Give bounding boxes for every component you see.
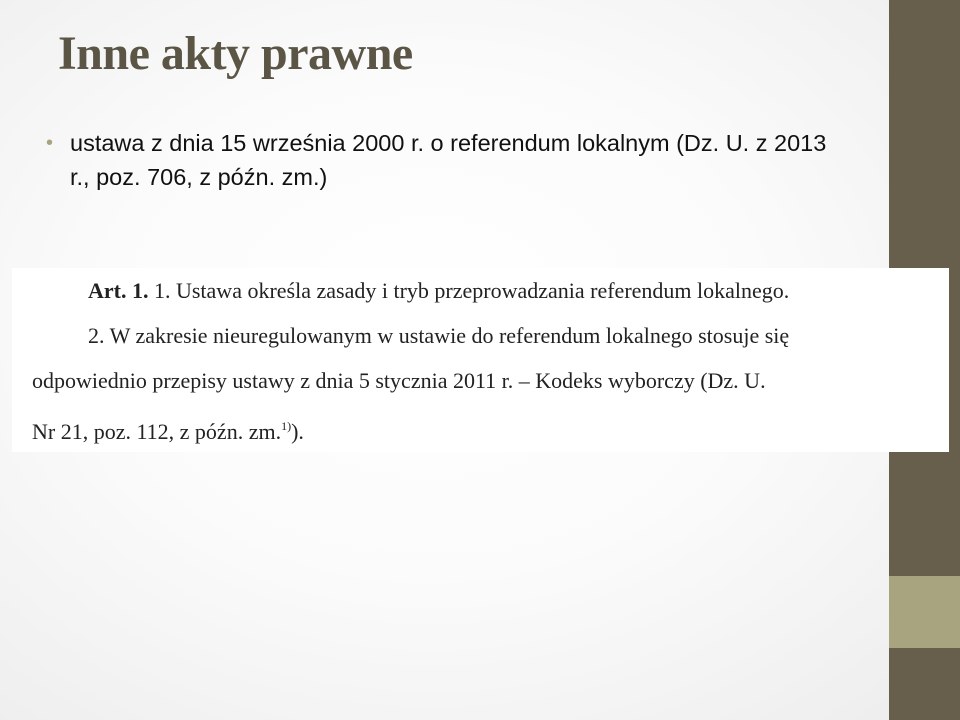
- excerpt-line-3: odpowiednio przepisy ustawy z dnia 5 stycznia 2011 r. – Kodeks wyborczy (Dz. U.: [32, 368, 766, 393]
- excerpt-line-4-text: Nr 21, poz. 112, z późn. zm.: [32, 419, 282, 444]
- right-bar-accent-block: [889, 576, 960, 648]
- bullet-item: [46, 126, 836, 194]
- excerpt-line-4-end: ).: [291, 419, 304, 444]
- excerpt-line-1-text: 1. Ustawa określa zasady i tryb przeprowadzania referendum lokalnego.: [148, 278, 790, 303]
- article-label: Art. 1.: [88, 278, 149, 303]
- footnote-marker: 1): [281, 419, 292, 433]
- slide-title: Inne akty prawne: [58, 27, 413, 80]
- excerpt-line-1: [88, 278, 789, 304]
- excerpt-line-4: [32, 413, 304, 445]
- legal-text-excerpt-image: [12, 268, 949, 452]
- bullet-text: ustawa z dnia 15 września 2000 r. o referendum lokalnym (Dz. U. z 2013 r., poz. 706, z późn. zm.): [70, 130, 827, 190]
- bullet-dot-icon: •: [46, 132, 54, 154]
- excerpt-line-2: 2. W zakresie nieuregulowanym w ustawie do referendum lokalnego stosuje się: [88, 323, 790, 348]
